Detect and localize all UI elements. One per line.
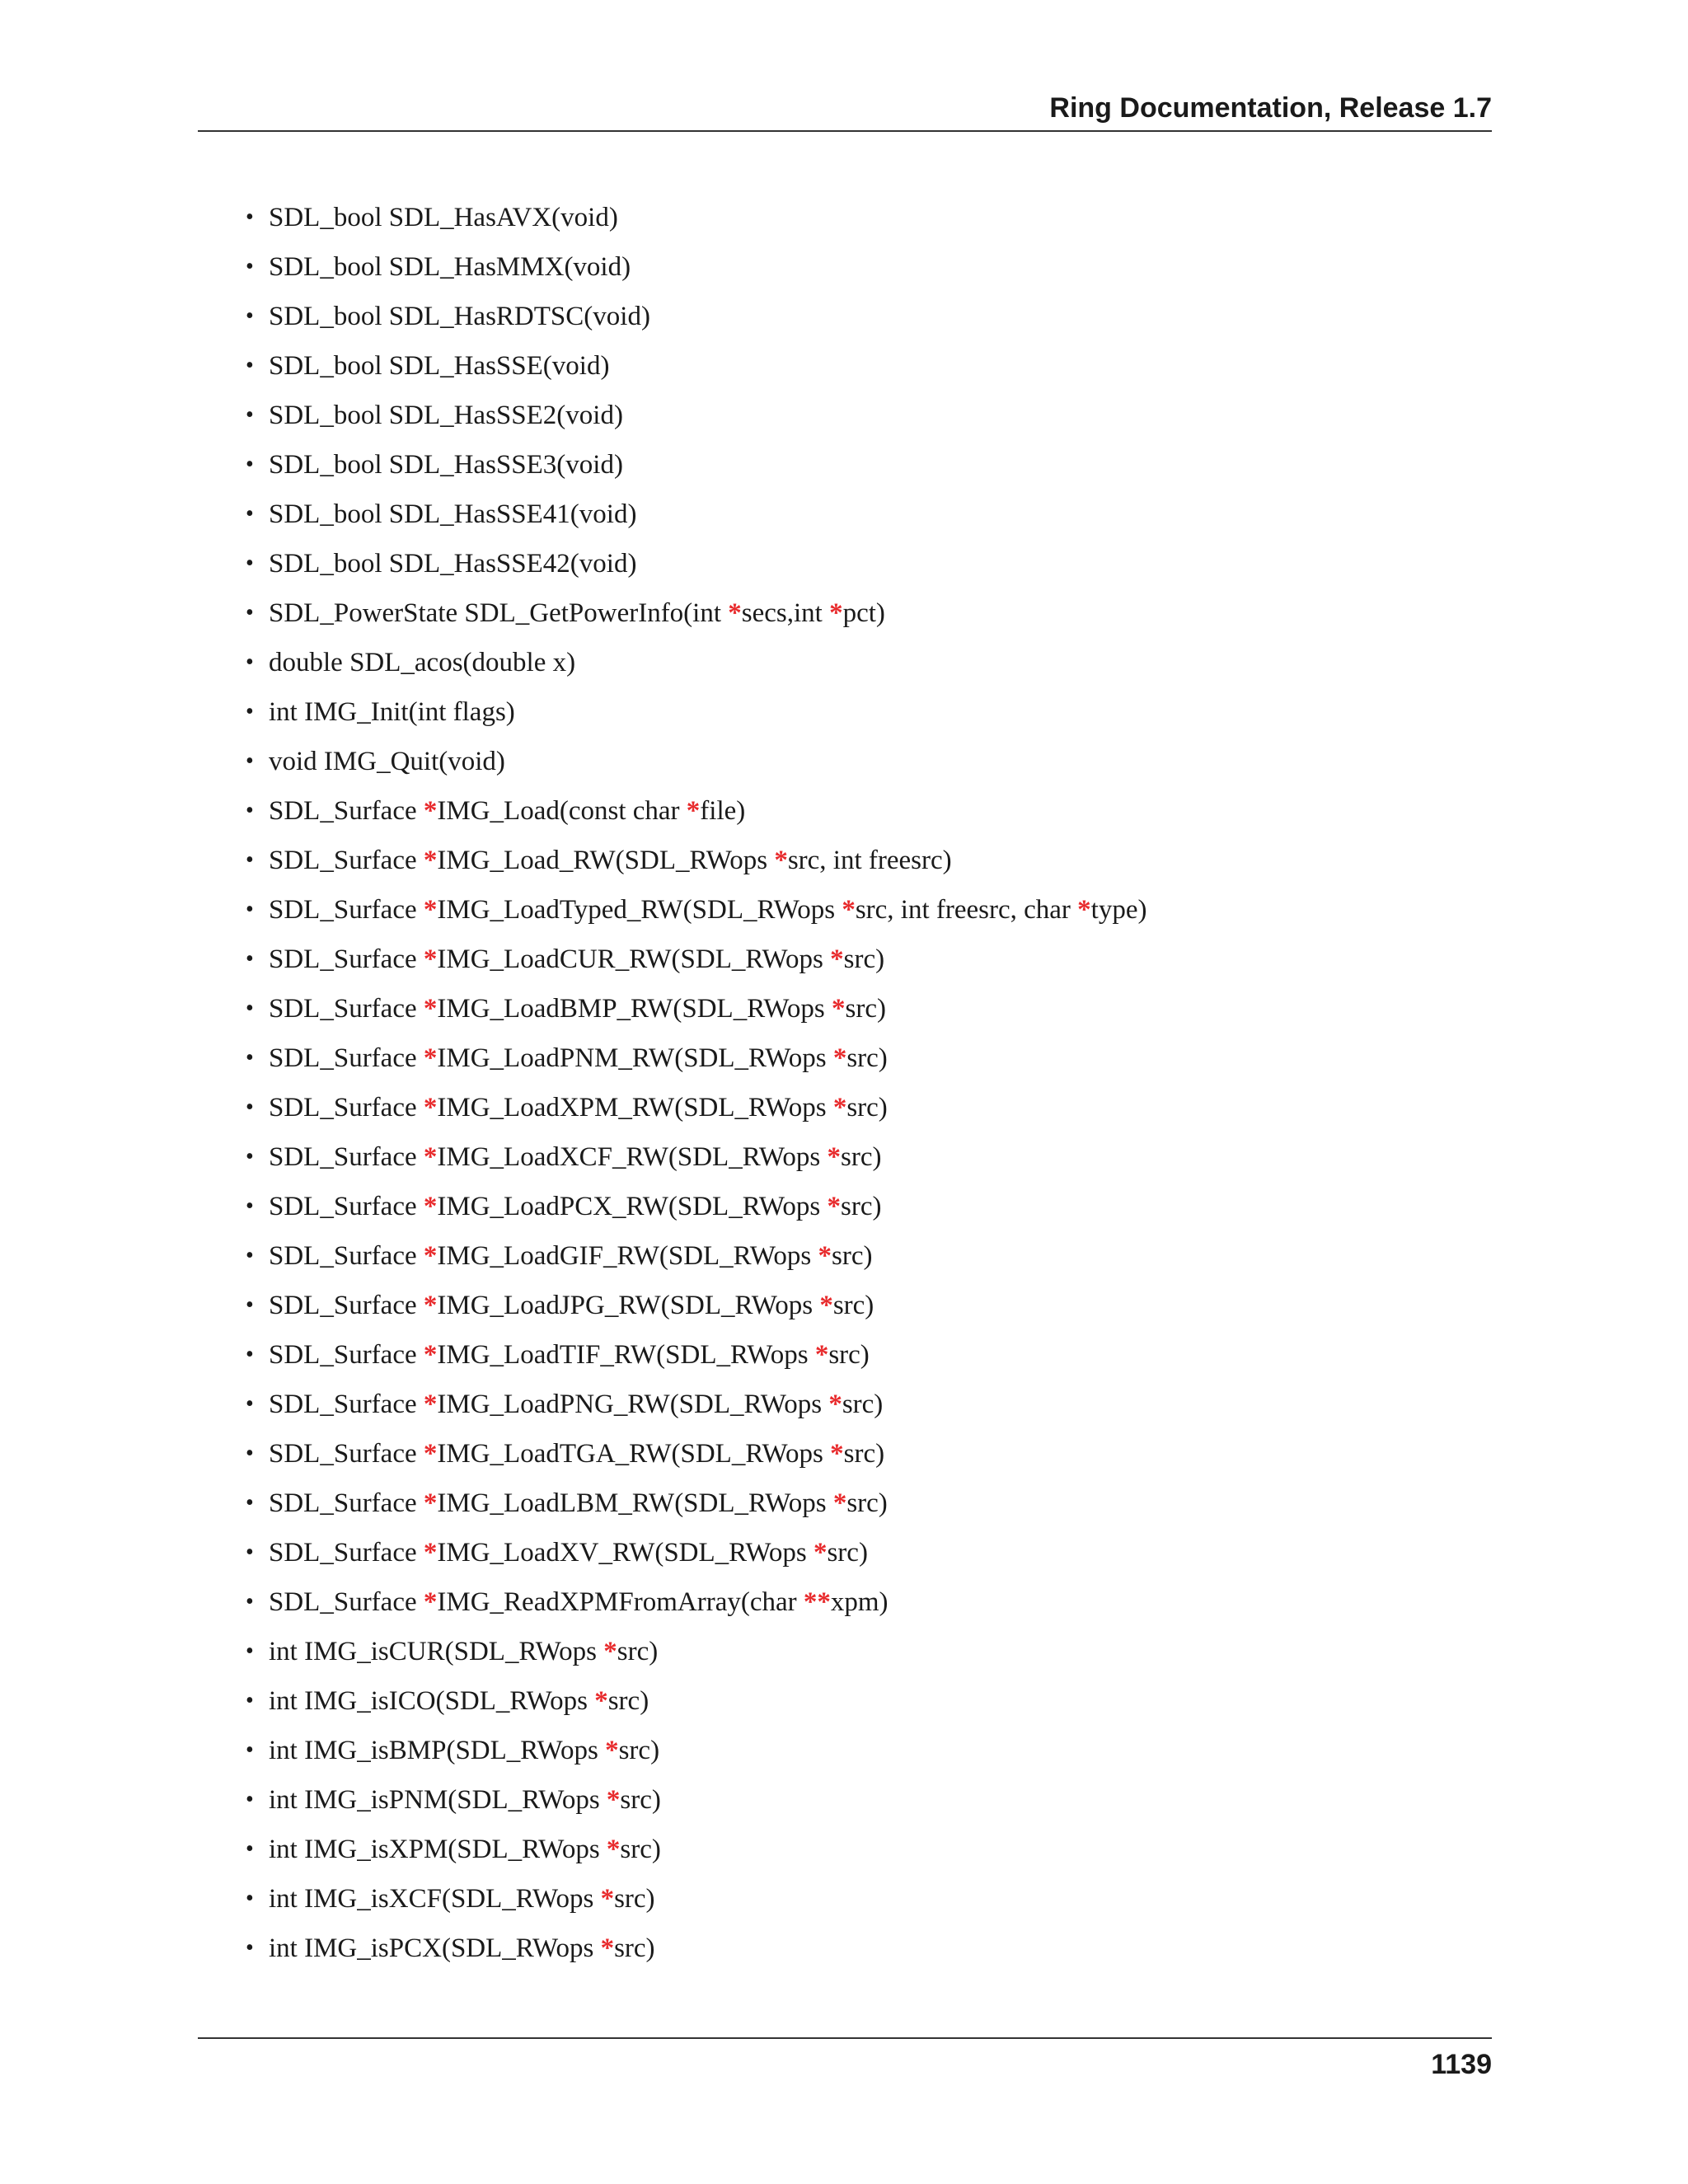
signature-text: IMG_LoadLBM_RW(SDL_RWops: [437, 1488, 833, 1518]
signature-text: SDL_bool SDL_HasSSE41(void): [269, 499, 637, 529]
signature-text: SDL_bool SDL_HasSSE42(void): [269, 549, 637, 579]
list-item: [239, 1676, 1475, 1726]
signature-text: int IMG_isICO(SDL_RWops: [269, 1686, 595, 1716]
list-item: [239, 440, 1475, 490]
bullet-icon: •: [246, 1688, 254, 1713]
bullet-icon: •: [246, 996, 254, 1021]
bullet-icon: •: [246, 1836, 254, 1862]
list-item: [239, 193, 1475, 242]
page-number: 1139: [1431, 2049, 1492, 2080]
bullet-icon: •: [246, 1589, 254, 1615]
pointer-star: *: [842, 895, 856, 925]
list-item: [239, 1281, 1475, 1330]
signature-text: SDL_Surface: [269, 1390, 424, 1419]
pointer-star: *: [828, 1390, 842, 1419]
signature-text: SDL_bool SDL_HasAVX(void): [269, 203, 618, 232]
pointer-star: *: [830, 944, 844, 974]
bullet-icon: •: [246, 1243, 254, 1268]
list-item: [239, 341, 1475, 391]
pointer-star: *: [594, 1686, 608, 1716]
signature-text: SDL_bool SDL_HasSSE2(void): [269, 401, 623, 430]
signature-text: src): [614, 1884, 655, 1914]
signature-text: src): [841, 1192, 882, 1221]
bullet-icon: •: [246, 1045, 254, 1071]
pointer-star: *: [423, 1439, 438, 1469]
pointer-star: *: [832, 1043, 847, 1073]
signature-text: src, int freesrc, char: [855, 895, 1078, 925]
signature-text: SDL_Surface: [269, 1241, 424, 1271]
list-item: [239, 687, 1475, 737]
pointer-star: *: [423, 796, 438, 826]
pointer-star: *: [423, 895, 438, 925]
signature-text: int IMG_isPCX(SDL_RWops: [269, 1933, 601, 1963]
page-header: [198, 91, 1492, 132]
signature-text: int IMG_isBMP(SDL_RWops: [269, 1736, 606, 1765]
bullet-icon: •: [246, 1490, 254, 1516]
list-item: [239, 737, 1475, 786]
pointer-star: *: [686, 796, 701, 826]
pointer-star: *: [774, 846, 788, 875]
signature-text: SDL_Surface: [269, 1291, 424, 1320]
bullet-icon: •: [246, 452, 254, 477]
bullet-icon: •: [246, 1540, 254, 1565]
bullet-icon: •: [246, 254, 254, 279]
signature-text: src): [843, 1439, 885, 1469]
signature-text: IMG_LoadPCX_RW(SDL_RWops: [437, 1192, 828, 1221]
list-item: [239, 292, 1475, 341]
list-item: [239, 935, 1475, 984]
signature-text: src): [831, 1241, 873, 1271]
signature-text: xpm): [830, 1587, 889, 1617]
pointer-star: *: [819, 1291, 833, 1320]
signature-text: src): [620, 1785, 661, 1815]
pointer-star: *: [832, 1488, 847, 1518]
signature-text: IMG_LoadTIF_RW(SDL_RWops: [437, 1340, 815, 1370]
bullet-icon: •: [246, 353, 254, 378]
signature-text: src, int freesrc): [787, 846, 952, 875]
signature-text: SDL_Surface: [269, 1142, 424, 1172]
list-item: [239, 786, 1475, 836]
list-item: [239, 539, 1475, 588]
list-item: [239, 1182, 1475, 1231]
signature-text: SDL_Surface: [269, 1488, 424, 1518]
list-item: [239, 1033, 1475, 1083]
bullet-icon: •: [246, 946, 254, 972]
signature-text: SDL_bool SDL_HasSSE(void): [269, 351, 610, 381]
list-item: [239, 638, 1475, 687]
bullet-icon: •: [246, 1886, 254, 1911]
signature-text: SDL_Surface: [269, 1043, 424, 1073]
pointer-star: *: [423, 1587, 438, 1617]
bullet-icon: •: [246, 1391, 254, 1417]
bullet-icon: •: [246, 1193, 254, 1219]
list-item: [239, 836, 1475, 885]
pointer-star: *: [423, 846, 438, 875]
signature-text: IMG_LoadCUR_RW(SDL_RWops: [437, 944, 831, 974]
signature-text: double SDL_acos(double x): [269, 648, 576, 677]
pointer-star: *: [606, 1785, 621, 1815]
pointer-star: *: [814, 1340, 829, 1370]
signature-text: SDL_Surface: [269, 1538, 424, 1568]
signature-text: IMG_LoadJPG_RW(SDL_RWops: [437, 1291, 820, 1320]
pointer-star: *: [423, 1043, 438, 1073]
signature-text: src): [614, 1933, 655, 1963]
signature-text: secs,int: [741, 598, 830, 628]
list-item: [239, 1874, 1475, 1924]
list-item: [239, 1775, 1475, 1825]
pointer-star: *: [830, 1439, 844, 1469]
pointer-star: *: [423, 1340, 438, 1370]
pointer-star: *: [600, 1884, 615, 1914]
signature-text: src): [828, 1340, 870, 1370]
bullet-icon: •: [246, 501, 254, 527]
bullet-icon: •: [246, 600, 254, 626]
bullet-icon: •: [246, 1292, 254, 1318]
signature-text: SDL_Surface: [269, 895, 424, 925]
pointer-star: *: [423, 1093, 438, 1122]
list-item: [239, 242, 1475, 292]
signature-text: src): [846, 1093, 888, 1122]
signature-text: src): [827, 1538, 868, 1568]
list-item: [239, 1528, 1475, 1577]
list-item: [239, 490, 1475, 539]
bullet-icon: •: [246, 1787, 254, 1812]
pointer-star: *: [832, 1093, 847, 1122]
signature-text: IMG_LoadPNM_RW(SDL_RWops: [437, 1043, 833, 1073]
signature-text: SDL_Surface: [269, 1340, 424, 1370]
signature-text: src): [617, 1637, 659, 1666]
signature-text: SDL_Surface: [269, 1439, 424, 1469]
pointer-star: **: [803, 1587, 831, 1617]
bullet-icon: •: [246, 1144, 254, 1169]
signature-text: IMG_LoadGIF_RW(SDL_RWops: [437, 1241, 818, 1271]
pointer-star: *: [818, 1241, 832, 1271]
signature-text: int IMG_isPNM(SDL_RWops: [269, 1785, 607, 1815]
signature-text: SDL_Surface: [269, 994, 424, 1024]
signature-text: file): [700, 796, 746, 826]
pointer-star: *: [423, 1241, 438, 1271]
pointer-star: *: [813, 1538, 828, 1568]
bullet-icon: •: [246, 1638, 254, 1664]
list-item: [239, 1330, 1475, 1380]
pointer-star: *: [827, 1192, 841, 1221]
pointer-star: *: [605, 1736, 619, 1765]
list-item: [239, 984, 1475, 1033]
pointer-star: *: [829, 598, 843, 628]
pointer-star: *: [423, 1142, 438, 1172]
list-item: [239, 1083, 1475, 1132]
page-footer: [198, 2037, 1492, 2080]
header-title: Ring Documentation, Release 1.7: [1049, 92, 1492, 124]
bullet-icon: •: [246, 303, 254, 329]
pointer-star: *: [827, 1142, 841, 1172]
signature-text: src): [845, 994, 886, 1024]
pointer-star: *: [600, 1933, 615, 1963]
signature-text: type): [1090, 895, 1147, 925]
bullet-icon: •: [246, 847, 254, 873]
pointer-star: *: [423, 1488, 438, 1518]
signature-text: SDL_PowerState SDL_GetPowerInfo(int: [269, 598, 729, 628]
list-item: [239, 1627, 1475, 1676]
bullet-icon: •: [246, 748, 254, 774]
bullet-icon: •: [246, 1094, 254, 1120]
signature-text: SDL_Surface: [269, 846, 424, 875]
signature-text: SDL_bool SDL_HasSSE3(void): [269, 450, 623, 480]
signature-text: int IMG_isCUR(SDL_RWops: [269, 1637, 604, 1666]
pointer-star: *: [423, 1538, 438, 1568]
bullet-icon: •: [246, 798, 254, 823]
pointer-star: *: [423, 944, 438, 974]
list-item: [239, 1825, 1475, 1874]
signature-text: src): [846, 1043, 888, 1073]
pointer-star: *: [423, 994, 438, 1024]
pointer-star: *: [423, 1390, 438, 1419]
pointer-star: *: [728, 598, 742, 628]
list-item: [239, 1380, 1475, 1429]
pointer-star: *: [423, 1291, 438, 1320]
signature-text: SDL_Surface: [269, 944, 424, 974]
signature-text: IMG_LoadXV_RW(SDL_RWops: [437, 1538, 814, 1568]
list-item: [239, 391, 1475, 440]
signature-text: IMG_ReadXPMFromArray(char: [437, 1587, 804, 1617]
signature-text: SDL_bool SDL_HasRDTSC(void): [269, 302, 650, 331]
bullet-icon: •: [246, 1342, 254, 1367]
signature-text: SDL_Surface: [269, 1093, 424, 1122]
signature-text: SDL_Surface: [269, 796, 424, 826]
list-item: [239, 1132, 1475, 1182]
signature-text: SDL_bool SDL_HasMMX(void): [269, 252, 631, 282]
signature-text: SDL_Surface: [269, 1192, 424, 1221]
list-item: [239, 1429, 1475, 1479]
signature-text: src): [607, 1686, 649, 1716]
list-item: [239, 1726, 1475, 1775]
bullet-icon: •: [246, 1441, 254, 1466]
signature-text: int IMG_isXCF(SDL_RWops: [269, 1884, 601, 1914]
list-item: [239, 885, 1475, 935]
bullet-icon: •: [246, 551, 254, 576]
signature-text: int IMG_isXPM(SDL_RWops: [269, 1835, 607, 1864]
signature-text: src): [618, 1736, 660, 1765]
signature-text: pct): [842, 598, 885, 628]
signature-text: IMG_LoadXPM_RW(SDL_RWops: [437, 1093, 833, 1122]
pointer-star: *: [423, 1192, 438, 1221]
pointer-star: *: [832, 994, 846, 1024]
list-item: [239, 1577, 1475, 1627]
pointer-star: *: [603, 1637, 617, 1666]
bullet-icon: •: [246, 699, 254, 724]
list-item: [239, 588, 1475, 638]
bullet-icon: •: [246, 1737, 254, 1763]
signature-text: IMG_LoadTGA_RW(SDL_RWops: [437, 1439, 831, 1469]
pointer-star: *: [606, 1835, 621, 1864]
bullet-icon: •: [246, 1935, 254, 1961]
signature-text: src): [842, 1390, 884, 1419]
signature-text: int IMG_Init(int flags): [269, 697, 515, 727]
signature-text: src): [832, 1291, 874, 1320]
list-item: [239, 1924, 1475, 1973]
list-item: [239, 1479, 1475, 1528]
signature-text: IMG_LoadTyped_RW(SDL_RWops: [437, 895, 842, 925]
pointer-star: *: [1077, 895, 1091, 925]
signature-text: void IMG_Quit(void): [269, 747, 505, 776]
signature-text: IMG_LoadBMP_RW(SDL_RWops: [437, 994, 832, 1024]
page-content: [239, 193, 1475, 1973]
bullet-icon: •: [246, 204, 254, 230]
bullet-icon: •: [246, 402, 254, 428]
signature-text: IMG_Load_RW(SDL_RWops: [437, 846, 775, 875]
signature-text: src): [841, 1142, 882, 1172]
signature-text: src): [846, 1488, 888, 1518]
signature-text: IMG_LoadXCF_RW(SDL_RWops: [437, 1142, 828, 1172]
bullet-icon: •: [246, 649, 254, 675]
bullet-icon: •: [246, 897, 254, 922]
signature-text: SDL_Surface: [269, 1587, 424, 1617]
list-item: [239, 1231, 1475, 1281]
signature-text: src): [843, 944, 885, 974]
signature-text: IMG_Load(const char: [437, 796, 687, 826]
signature-text: src): [620, 1835, 661, 1864]
signature-text: IMG_LoadPNG_RW(SDL_RWops: [437, 1390, 829, 1419]
function-list: [239, 193, 1475, 1973]
